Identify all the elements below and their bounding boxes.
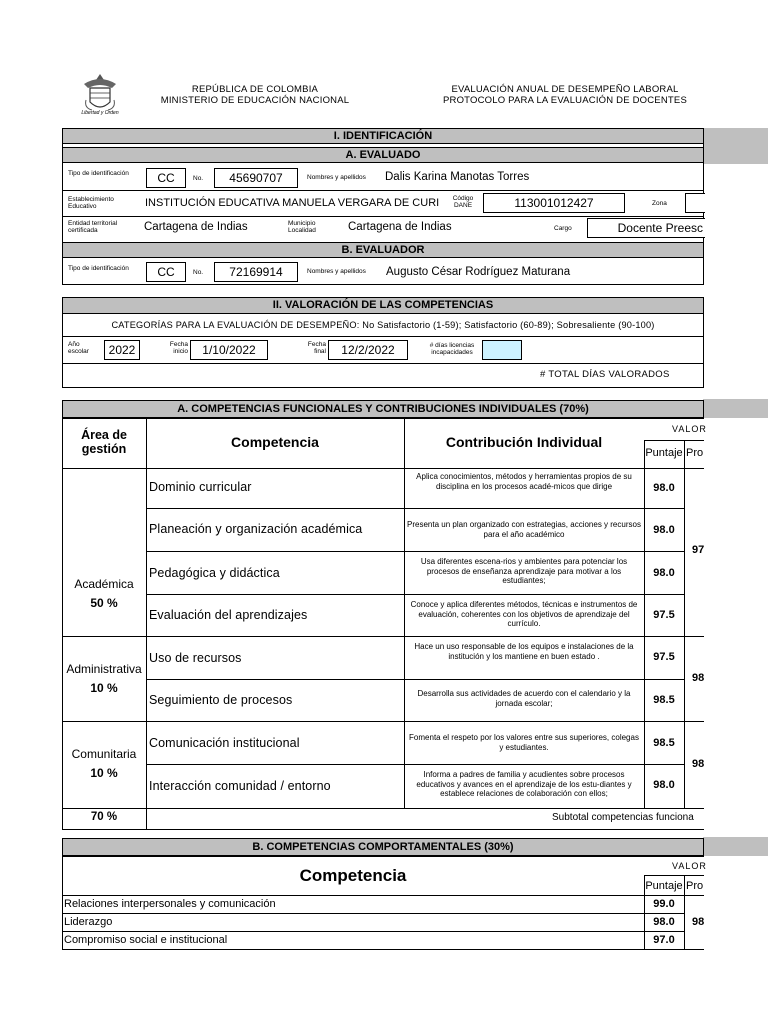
contribucion-row-5: Desarrolla sus actividades de acuerdo con el calendario y la jornada escolar; (417, 689, 631, 708)
comportamental-row-0: Relaciones interpersonales y comunicación (64, 898, 276, 910)
puntaje-b-header: Puntaje (645, 880, 683, 892)
area-administrativa: Administrativa 10 % (66, 662, 142, 695)
promedio-administrativa: 98 (692, 672, 705, 684)
puntaje-row-1[interactable]: 98.0 (653, 524, 675, 536)
competencia-row-2: Pedagógica y didáctica (149, 566, 280, 580)
contribucion-row-2: Usa diferentes escena-rios y ambientes para potenciar los procesos de enseñanza aprendizaje para motivar a los estudiantes; (420, 557, 628, 585)
cargo-field[interactable]: Docente Preesc (587, 218, 705, 238)
zona-field[interactable] (685, 193, 705, 213)
header-protocolo: PROTOCOLO PARA LA EVALUACIÓN DE DOCENTES (443, 95, 687, 106)
section-valoracion-title: II. VALORACIÓN DE LAS COMPETENCIAS (62, 297, 704, 314)
dane-field[interactable]: 113001012427 (483, 193, 625, 213)
municipio-label: Municipio Localidad (288, 220, 316, 234)
municipio-value[interactable]: Cartagena de Indias (348, 221, 452, 233)
contribucion-row-3: Conoce y aplica diferentes métodos, técnicas e instrumentos de evaluación, coherentes con los objetivos de aprendizaje del currículo. (410, 600, 638, 628)
anio-label: Año escolar (68, 341, 89, 355)
establecimiento-value[interactable]: INSTITUCIÓN EDUCATIVA MANUELA VERGARA DE CURI (145, 197, 440, 209)
evaluador-tipo-label: Tipo de identificación (68, 265, 129, 272)
colombia-coat-of-arms-icon (80, 70, 120, 120)
motto: Libertad y Orden (81, 110, 119, 116)
puntaje-b-row-0[interactable]: 99.0 (653, 898, 675, 910)
subsection-evaluador-title: B. EVALUADOR (62, 242, 704, 258)
entidad-label: Entidad territorial certificada (68, 220, 118, 234)
promedio-comunitaria: 98 (692, 758, 705, 770)
cargo-label: Cargo (554, 225, 572, 232)
competencia-row-1: Planeación y organización académica (149, 522, 363, 536)
header-evaluacion: EVALUACIÓN ANUAL DE DESEMPEÑO LABORAL (451, 84, 679, 95)
contribucion-row-0: Aplica conocimientos, métodos y herramientas propios de su disciplina en los procesos acadé-micos que dirige (416, 472, 632, 491)
establecimiento-label: Establecimiento Educativo (68, 196, 114, 210)
contribucion-row-4: Hace un uso responsable de los equipos e instalaciones de la institución y los mantiene en buen estado . (414, 642, 634, 661)
comportamental-row-2: Compromiso social e institucional (64, 934, 228, 946)
contribucion-header: Contribución Individual (445, 434, 603, 450)
evaluador-numero-label: No. (193, 269, 204, 276)
fecha-final-field[interactable]: 12/2/2022 (328, 340, 408, 360)
area-comunitaria: Comunitaria 10 % (71, 747, 137, 780)
fecha-final-label: Fecha final (307, 341, 326, 355)
competencia-row-4: Uso de recursos (149, 651, 242, 665)
puntaje-row-6[interactable]: 98.5 (653, 737, 675, 749)
promedio-academica: 97 (692, 544, 705, 556)
nombre-label: Nombres y apellidos (307, 174, 366, 181)
total-dias-label: # TOTAL DÍAS VALORADOS (540, 369, 670, 380)
tipo-id-field[interactable]: CC (146, 168, 186, 188)
contribucion-row-1: Presenta un plan organizado con estrategias, acciones y recursos para el año académico (407, 520, 641, 539)
total-porcentaje-funcional: 70 % (90, 811, 118, 823)
puntaje-row-5[interactable]: 98.5 (653, 694, 675, 706)
comportamental-row-1: Liderazgo (64, 916, 113, 928)
competencia-b-header: Competencia (299, 866, 407, 885)
promedio-b-header: Pro (686, 880, 704, 892)
dias-licencias-field[interactable] (482, 340, 522, 360)
evaluador-numero-field[interactable]: 72169914 (214, 262, 298, 282)
numero-id-field[interactable]: 45690707 (214, 168, 298, 188)
valor-b-header: VALOR (672, 861, 707, 871)
competencia-row-0: Dominio curricular (149, 480, 252, 494)
header-ministerio: MINISTERIO DE EDUCACIÓN NACIONAL (160, 95, 350, 106)
promedio-comportamental: 98 (692, 916, 705, 928)
tipo-id-label: Tipo de identificación (68, 170, 129, 177)
evaluador-nombre-label: Nombres y apellidos (307, 268, 366, 275)
header-republica: REPÚBLICA DE COLOMBIA (191, 84, 319, 95)
area-academica: Académica 50 % (74, 577, 134, 610)
competencia-header: Competencia (231, 434, 319, 450)
competencia-row-7: Interacción comunidad / entorno (149, 779, 331, 793)
zona-label: Zona (652, 200, 667, 207)
evaluador-tipo-field[interactable]: CC (146, 262, 186, 282)
puntaje-b-row-1[interactable]: 98.0 (653, 916, 675, 928)
valor-header: VALOR (672, 424, 707, 434)
section-identificacion-title: I. IDENTIFICACIÓN (62, 128, 704, 144)
puntaje-row-4[interactable]: 97.5 (653, 651, 675, 663)
puntaje-row-7[interactable]: 98.0 (653, 779, 675, 791)
puntaje-header: Puntaje (645, 447, 683, 459)
section-b-title: B. COMPETENCIAS COMPORTAMENTALES (30%) (62, 838, 704, 856)
promedio-header: Pro (686, 447, 704, 459)
puntaje-row-2[interactable]: 98.0 (653, 567, 675, 579)
contribucion-row-7: Informa a padres de familia y acudientes sobre procesos educativos y avances en el aprendizaje de los estu-diantes y establece relaciones de colaboración con ellos; (416, 770, 632, 798)
nombre-evaluado[interactable]: Dalis Karina Manotas Torres (385, 171, 530, 183)
contribucion-row-6: Fomenta el respeto por los valores entre sus superiores, colegas y estudiantes. (409, 733, 639, 752)
puntaje-row-3[interactable]: 97.5 (653, 609, 675, 621)
nombre-evaluador[interactable]: Augusto César Rodríguez Maturana (386, 266, 571, 278)
section-a-title: A. COMPETENCIAS FUNCIONALES Y CONTRIBUCIONES INDIVIDUALES (70%) (62, 400, 704, 418)
competencia-row-5: Seguimiento de procesos (149, 693, 293, 707)
entidad-value[interactable]: Cartagena de Indias (144, 221, 248, 233)
dane-label: Código DANE (452, 195, 474, 209)
puntaje-b-row-2[interactable]: 97.0 (653, 934, 675, 946)
dias-licencias-label: # días licencias incapacidades (429, 342, 475, 356)
subsection-evaluado-title: A. EVALUADO (62, 147, 704, 163)
competencia-row-3: Evaluación del aprendizajes (149, 608, 308, 622)
categorias-text: CATEGORÍAS PARA LA EVALUACIÓN DE DESEMPEÑO: No Satisfactorio (1-59); Satisfactorio (60-89); Sobresaliente (90-100) (111, 320, 655, 330)
anio-field[interactable]: 2022 (104, 340, 140, 360)
competencia-row-6: Comunicación institucional (149, 736, 300, 750)
subtotal-funcionales-label: Subtotal competencias funciona (552, 812, 694, 823)
puntaje-row-0[interactable]: 98.0 (653, 482, 675, 494)
area-gestion-header: Área de gestión (81, 428, 127, 456)
fecha-inicio-field[interactable]: 1/10/2022 (190, 340, 268, 360)
numero-label: No. (193, 175, 204, 182)
fecha-inicio-label: Fecha inicio (169, 341, 188, 355)
